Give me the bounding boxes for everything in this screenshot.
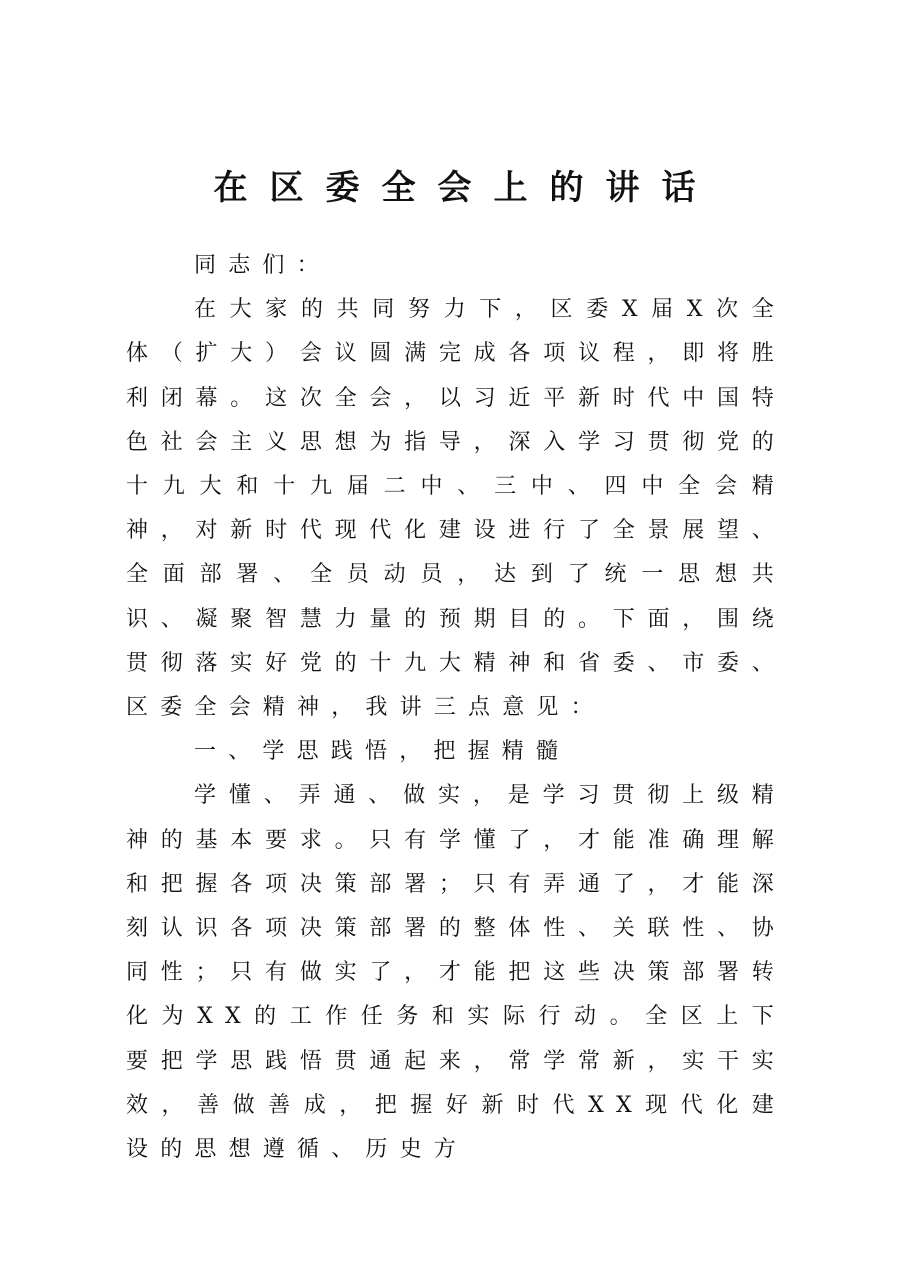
paragraph-intro: 在大家的共同努力下，区委X届X次全体（扩大）会议圆满完成各项议程，即将胜利闭幕。这次全会，以习近平新时代中国特色社会主义思想为指导，深入学习贯彻党的十九大和十九届二中、三中、四中全会精神，对新时代现代化建设进行了全景展望、全面部署、全员动员，达到了统一思想共识、凝聚智慧力量的预期目的。下面，围绕贯彻落实好党的十九大精神和省委、市委、区委全会精神，我讲三点意见：	[126, 297, 786, 721]
document-body	[126, 244, 786, 1172]
document-title: 在区委全会上的讲话	[213, 168, 718, 208]
section-heading: 一、学思践悟，把握精髓	[194, 739, 571, 765]
paragraph-section-one: 学懂、弄通、做实，是学习贯彻上级精神的基本要求。只有学懂了，才能准确理解和把握各项决策部署；只有弄通了，才能深刻认识各项决策部署的整体性、关联性、协同性；只有做实了，才能把这些决策部署转化为XX的工作任务和实际行动。全区上下要把学思践悟贯通起来，常学常新，实干实效，善做善成，把握好新时代XX现代化建设的思想遵循、历史方	[126, 783, 786, 1163]
salutation: 同志们：	[194, 253, 331, 278]
